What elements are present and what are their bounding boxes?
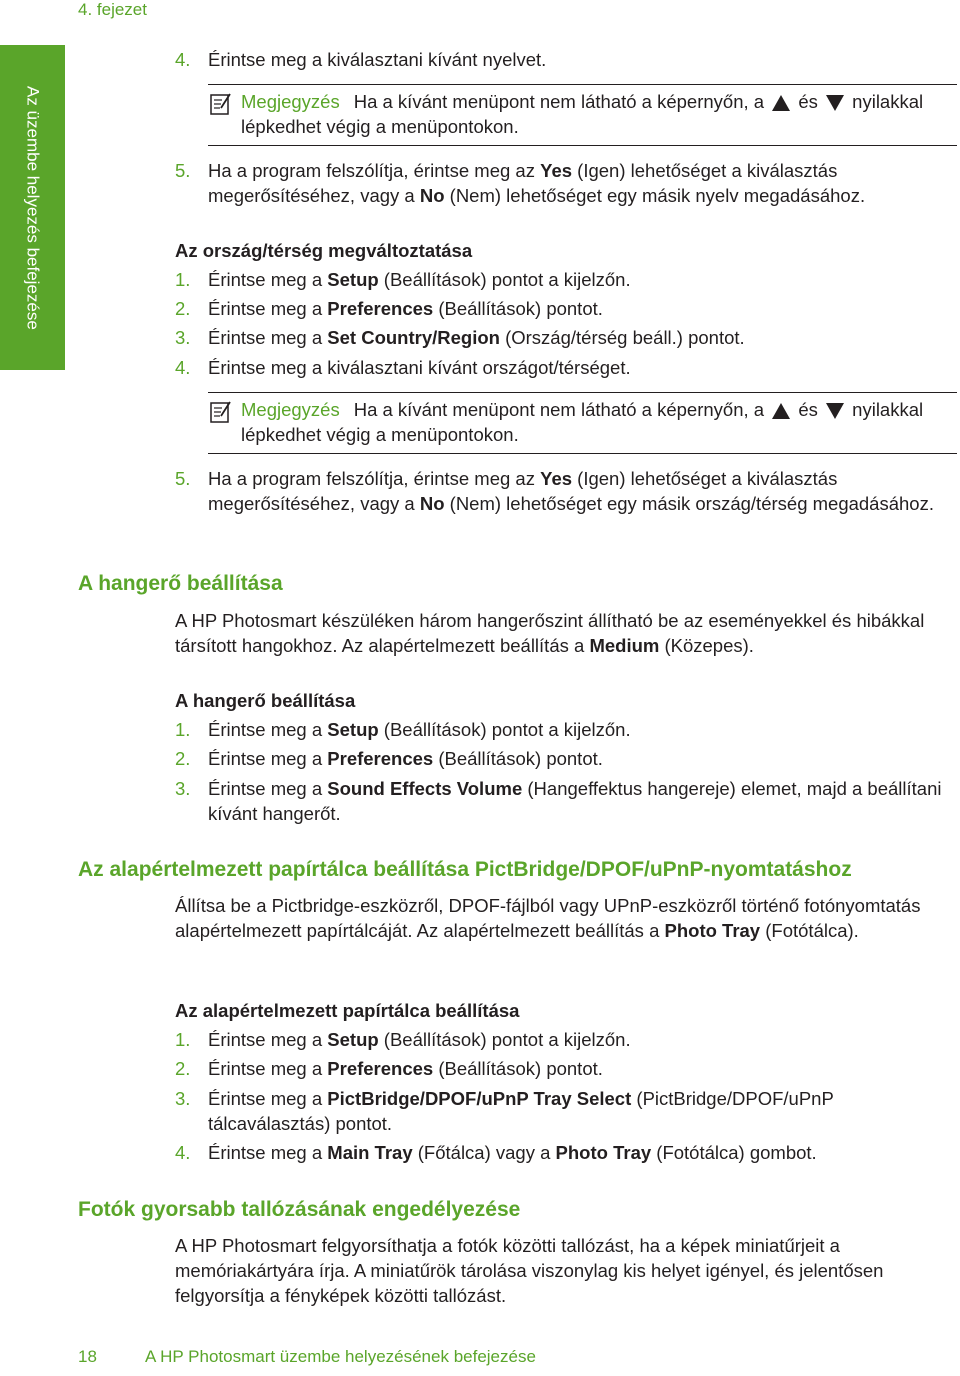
step-number: 2. <box>175 1058 191 1079</box>
note-icon <box>210 401 232 423</box>
paragraph: Állítsa be a Pictbridge-eszközről, DPOF-fájlból vagy UPnP-eszközről történő fotónyomtatás alapértelmezett papírtálcáját. Az alapértelmezett beállítás a Photo Tray (Fotótálca). <box>175 895 921 941</box>
step-number: 3. <box>175 327 191 348</box>
step-text: Érintse meg a Preferences (Beállítások) pontot. <box>208 298 603 319</box>
step-text: Érintse meg a Setup (Beállítások) pontot a kijelzőn. <box>208 269 631 290</box>
step-number: 3. <box>175 778 191 799</box>
step-text: Ha a program felszólítja, érintse meg az Yes (Igen) lehetőséget a kiválasztás megerősítéséhez, vagy a No (Nem) lehetőséget egy másik ország/térség megadásához. <box>208 468 934 514</box>
step-text: Ha a program felszólítja, érintse meg az Yes (Igen) lehetőséget a kiválasztás megerősítéséhez, vagy a No (Nem) lehetőséget egy másik nyelv megadásához. <box>208 160 866 206</box>
note-text: nyilakkal lépkedhet végig a menüpontokon. <box>241 399 924 445</box>
paragraph: A HP Photosmart készüléken három hangerőszint állítható be az eseményekkel és hibákkal társított hangokhoz. Az alapértelmezett beállítás a Medium (Közepes). <box>175 610 925 656</box>
section-subheading: Az alapértelmezett papírtálca beállítása <box>175 1000 520 1021</box>
section-title: Fotók gyorsabb tallózásának engedélyezése <box>78 1198 521 1221</box>
chapter-label: 4. fejezet <box>78 0 147 19</box>
side-tab-text: Az üzembe helyezés befejezése <box>23 85 43 330</box>
step-number: 4. <box>175 357 191 378</box>
down-arrow-icon <box>826 403 844 419</box>
up-arrow-icon <box>772 95 790 111</box>
note-label: Megjegyzés <box>241 399 340 420</box>
section-subheading: Az ország/térség megváltoztatása <box>175 240 473 261</box>
section-title: Az alapértelmezett papírtálca beállítása PictBridge/DPOF/uPnP-nyomtatáshoz <box>78 858 852 881</box>
step-number: 5. <box>175 160 191 181</box>
note-text: Ha a kívánt menüpont nem látható a képernyőn, a <box>353 91 765 112</box>
up-arrow-icon <box>772 403 790 419</box>
note-text: Ha a kívánt menüpont nem látható a képernyőn, a <box>353 399 765 420</box>
step-text: Érintse meg a PictBridge/DPOF/uPnP Tray Select (PictBridge/DPOF/uPnP tálcaválasztás) pontot. <box>208 1088 834 1134</box>
step-number: 3. <box>175 1088 191 1109</box>
note-text: nyilakkal lépkedhet végig a menüpontokon. <box>241 91 924 137</box>
down-arrow-icon <box>826 95 844 111</box>
step-number: 1. <box>175 719 191 740</box>
step-number: 2. <box>175 748 191 769</box>
section-title: A hangerő beállítása <box>78 572 283 595</box>
step-text: Érintse meg a kiválasztani kívánt nyelvet. <box>208 49 547 70</box>
footer-title: A HP Photosmart üzembe helyezésének befejezése <box>145 1347 536 1366</box>
paragraph: A HP Photosmart felgyorsíthatja a fotók közötti tallózást, ha a képek miniatűrjeit a memóriakártyára írja. A miniatűrök tárolása viszonylag kis helyet igényel, és jelentősen felgyorsítja a fényképek közötti tallózást. <box>175 1235 884 1306</box>
step-text: Érintse meg a Preferences (Beállítások) pontot. <box>208 1058 603 1079</box>
step-text: Érintse meg a Set Country/Region (Ország/térség beáll.) pontot. <box>208 327 745 348</box>
step-text: Érintse meg a Main Tray (Főtálca) vagy a Photo Tray (Fotótálca) gombot. <box>208 1142 817 1163</box>
page-number: 18 <box>78 1347 97 1366</box>
side-tab <box>0 45 65 370</box>
step-text: Érintse meg a Preferences (Beállítások) pontot. <box>208 748 603 769</box>
note-and: és <box>798 91 818 112</box>
step-number: 1. <box>175 269 191 290</box>
note-and: és <box>798 399 818 420</box>
step-text: Érintse meg a Setup (Beállítások) pontot a kijelzőn. <box>208 719 631 740</box>
step-number: 1. <box>175 1029 191 1050</box>
step-number: 4. <box>175 1142 191 1163</box>
note-box <box>208 84 957 146</box>
step-number: 5. <box>175 468 191 489</box>
section-subheading: A hangerő beállítása <box>175 690 356 711</box>
step-number: 4. <box>175 49 191 70</box>
step-text: Érintse meg a Sound Effects Volume (Hangeffektus hangereje) elemet, majd a beállítani kívánt hangerőt. <box>208 778 942 824</box>
step-text: Érintse meg a kiválasztani kívánt országot/térséget. <box>208 357 631 378</box>
note-box <box>208 392 957 454</box>
step-text: Érintse meg a Setup (Beállítások) pontot a kijelzőn. <box>208 1029 631 1050</box>
step-number: 2. <box>175 298 191 319</box>
note-label: Megjegyzés <box>241 91 340 112</box>
note-icon <box>210 93 232 115</box>
